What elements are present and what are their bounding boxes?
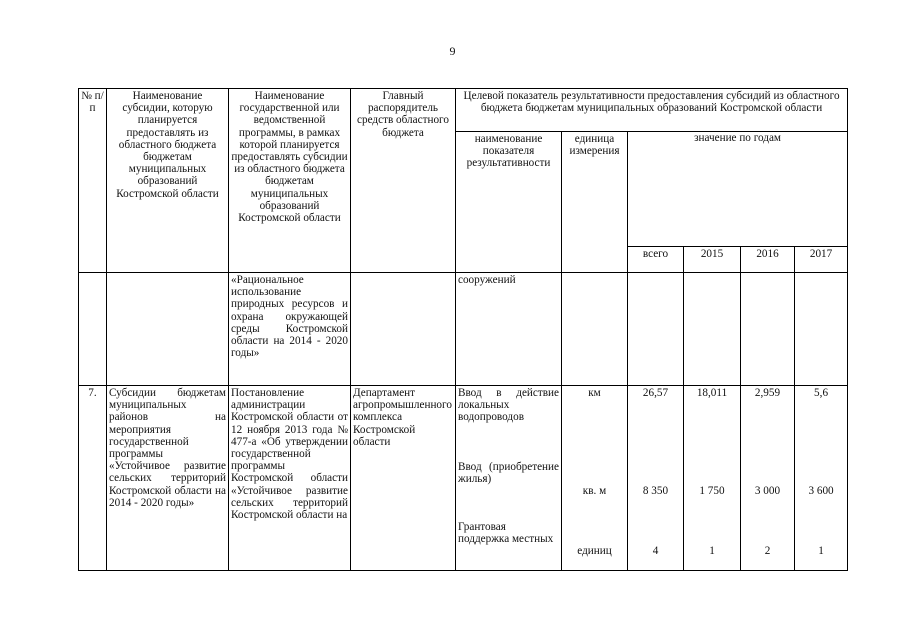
value-total: 26,57 bbox=[642, 387, 669, 399]
header-total: всего bbox=[628, 246, 684, 272]
header-unit: единица измерения bbox=[562, 132, 628, 273]
header-subsidy-name: Наименование субсидии, которую планируется предоставлять из областного бюджета бюджетам муниципальных образований Костромской области bbox=[107, 89, 229, 273]
continuation-indicator: сооружений bbox=[456, 273, 562, 386]
header-values-by-year: значение по годам bbox=[628, 132, 848, 247]
value-2017: 5,6 bbox=[814, 387, 829, 399]
year-2017-cell bbox=[795, 386, 848, 571]
page-number: 9 bbox=[449, 44, 456, 58]
header-num: № п/п bbox=[79, 89, 107, 273]
subsidy-table bbox=[78, 88, 848, 571]
table-row bbox=[79, 386, 848, 571]
units-cell bbox=[562, 386, 628, 571]
indicator-name: Грантовая поддержка местных bbox=[458, 521, 554, 546]
total-cell bbox=[628, 386, 684, 571]
value-total: 4 bbox=[652, 545, 659, 557]
header-budget-manager: Главный распорядитель средств областного бюджета bbox=[351, 89, 456, 273]
header-year-2015: 2015 bbox=[684, 246, 741, 272]
header-row-1 bbox=[79, 89, 848, 132]
header-target-indicator: Целевой показатель результативности предоставления субсидий из областного бюджета бюджетам муниципальных образований Костромской области bbox=[456, 89, 848, 132]
value-2017: 3 600 bbox=[808, 485, 834, 497]
header-year-2017: 2017 bbox=[795, 246, 848, 272]
continuation-program: «Рациональное использование природных ресурсов и охрана окружающей среды Костромской области на 2014 - 2020 годы» bbox=[229, 273, 351, 386]
value-2016: 2 bbox=[764, 545, 771, 557]
subsidy-name: Субсидии бюджетам муниципальных районов на мероприятия государственной программы «Устойчивое развитие сельских территорий Костромской области на 2014 - 2020 годы» bbox=[107, 386, 229, 571]
header-indicator-name: наименование показателя результативности bbox=[456, 132, 562, 273]
continuation-row bbox=[79, 273, 848, 386]
value-2015: 1 bbox=[709, 545, 715, 557]
indicator-unit: кв. м bbox=[582, 485, 607, 497]
value-2016: 2,959 bbox=[754, 387, 781, 399]
indicators-cell bbox=[456, 386, 562, 571]
budget-manager: Департамент агропромышленного комплекса Костромской области bbox=[351, 386, 456, 571]
year-2016-cell bbox=[741, 386, 795, 571]
year-2015-cell bbox=[684, 386, 741, 571]
row-number: 7. bbox=[79, 386, 107, 571]
program-name: Постановление администрации Костромской области от 12 ноября 2013 года № 477-а «Об утверждении государственной программы Костромской области «Устойчивое развитие сельских территорий Костромской области на bbox=[229, 386, 351, 571]
indicator-unit: км bbox=[588, 387, 601, 399]
indicator-unit: единиц bbox=[577, 545, 612, 557]
value-2015: 1 750 bbox=[699, 485, 725, 497]
indicator-name: Ввод (приобретение жилья) bbox=[458, 461, 559, 486]
header-program-name: Наименование государственной или ведомственной программы, в рамках которой планируется предоставлять субсидии из областного бюджета бюджетам муниципальных образований Костромской области bbox=[229, 89, 351, 273]
value-2017: 1 bbox=[818, 545, 824, 557]
indicator-name: Ввод в действие локальных водопроводов bbox=[458, 387, 559, 424]
value-2016: 3 000 bbox=[754, 485, 781, 497]
value-total: 8 350 bbox=[642, 485, 669, 497]
value-2015: 18,011 bbox=[696, 387, 728, 399]
header-year-2016: 2016 bbox=[741, 246, 795, 272]
